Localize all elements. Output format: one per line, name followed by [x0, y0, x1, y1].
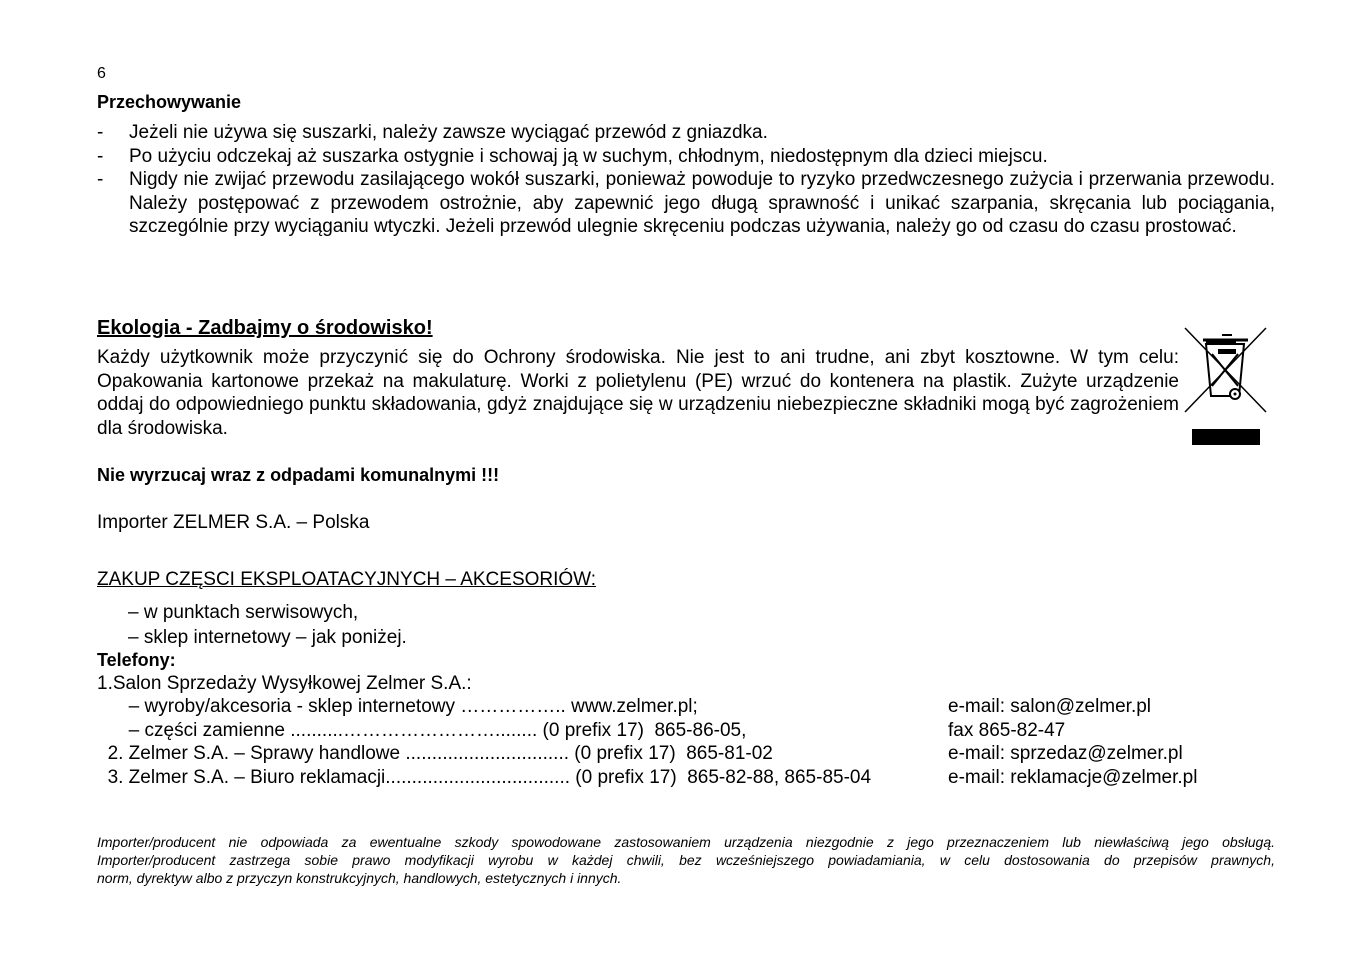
- bullet-dash: -: [97, 169, 104, 190]
- contact-row: [97, 720, 1066, 744]
- contact-email: e-mail: salon@zelmer.pl: [948, 696, 1152, 717]
- bullet-dash: -: [97, 145, 104, 167]
- purchase-list: [128, 600, 407, 650]
- list-item: – sklep internetowy – jak poniżej.: [128, 627, 407, 648]
- list-item: [97, 145, 1275, 169]
- footer-line: Importer/producent zastrzega sobie prawo modyfikacji wyrobu w każdej chwili, bez wcześniejszego powiadamiania, w celu dostosowania do przepisów prawnych,: [97, 852, 1275, 868]
- contact-description: 3. Zelmer S.A. – Biuro reklamacji................................... (0 prefix 17) 865-82-88, 865-85-04: [107, 767, 872, 788]
- list-item-text: Po użyciu odczekaj aż suszarka ostygnie i schowaj ją w suchym, chłodnym, niedostępnym dla dzieci miejscu.: [129, 145, 1048, 167]
- contact-fax: fax 865-82-47: [948, 720, 1066, 741]
- disposal-warning: Nie wyrzucaj wraz z odpadami komunalnymi !!!: [97, 465, 500, 485]
- list-item: [97, 168, 1275, 239]
- contact-email: e-mail: reklamacje@zelmer.pl: [948, 767, 1198, 788]
- contact-row: [97, 743, 1183, 767]
- contact-description: – części zamienne ..........……………………........ (0 prefix 17) 865-86-05,: [107, 720, 747, 741]
- list-item: [97, 121, 1275, 145]
- list-item-text: Nigdy nie zwijać przewodu zasilającego wokół suszarki, ponieważ powoduje to ryzyko przedwczesnego zużycia i przerwania przewodu. Należy postępować z przewodem ostrożnie, aby zapewnić jego długą sprawność i unikać szarpania, skręcania lub pociągania, szczególnie przy wyciąganiu wtyczki. Jeżeli przewód ulegnie skręceniu podczas używania, należy go od czasu do czasu prostować.: [129, 169, 1275, 237]
- list-item: – w punktach serwisowych,: [128, 602, 359, 623]
- page-number: 6: [97, 65, 106, 82]
- bullet-dash: -: [97, 122, 104, 143]
- storage-list: [97, 121, 1275, 239]
- footer-line: Importer/producent nie odpowiada za ewentualne szkody spowodowane zastosowaniem urządzenia niezgodnie z jego przeznaczeniem lub niewłaściwą jego obsługą.: [97, 834, 1275, 850]
- list-item-text: Jeżeli nie używa się suszarki, należy zawsze wyciągać przewód z gniazdka.: [129, 122, 768, 143]
- bin-underline-bar: [1192, 429, 1260, 445]
- importer-text: Importer ZELMER S.A. – Polska: [97, 512, 370, 533]
- contact-row: [97, 767, 1198, 791]
- storage-heading: Przechowywanie: [97, 92, 242, 112]
- ecology-paragraph: Każdy użytkownik może przyczynić się do Ochrony środowiska. Nie jest to ani trudne, ani zbyt kosztowne. W tym celu: Opakowania kartonowe przekaż na makulaturę. Worki z polietylenu (PE) wrzuć do kontenera na plastik. Zużyte urządzenie oddaj do odpowiedniego punktu składowania, gdyż znajdujące się w urządzeniu niebezpieczne składniki mogą być zagrożeniem dla środowiska.: [97, 347, 1179, 439]
- contact-row: [97, 696, 1152, 720]
- phones-heading: Telefony:: [97, 650, 176, 670]
- salon-title: 1.Salon Sprzedaży Wysyłkowej Zelmer S.A.:: [97, 673, 472, 694]
- ecology-heading: Ekologia - Zadbajmy o środowisko!: [97, 317, 433, 339]
- contact-description: – wyroby/akcesoria - sklep internetowy …………….. www.zelmer.pl;: [107, 696, 698, 717]
- purchase-heading: ZAKUP CZĘSCI EKSPLOATACYJNYCH – AKCESORIÓW:: [97, 569, 597, 590]
- crossed-out-wheelie-bin-icon: [1184, 324, 1268, 416]
- contact-description: 2. Zelmer S.A. – Sprawy handlowe ............................... (0 prefix 17) 865-81-02: [107, 743, 773, 764]
- legal-footer: [97, 833, 1275, 887]
- contact-email: e-mail: sprzedaz@zelmer.pl: [948, 743, 1183, 764]
- footer-line: norm, dyrektyw albo z przyczyn konstrukcyjnych, handlowych, estetycznych i innych.: [97, 870, 622, 886]
